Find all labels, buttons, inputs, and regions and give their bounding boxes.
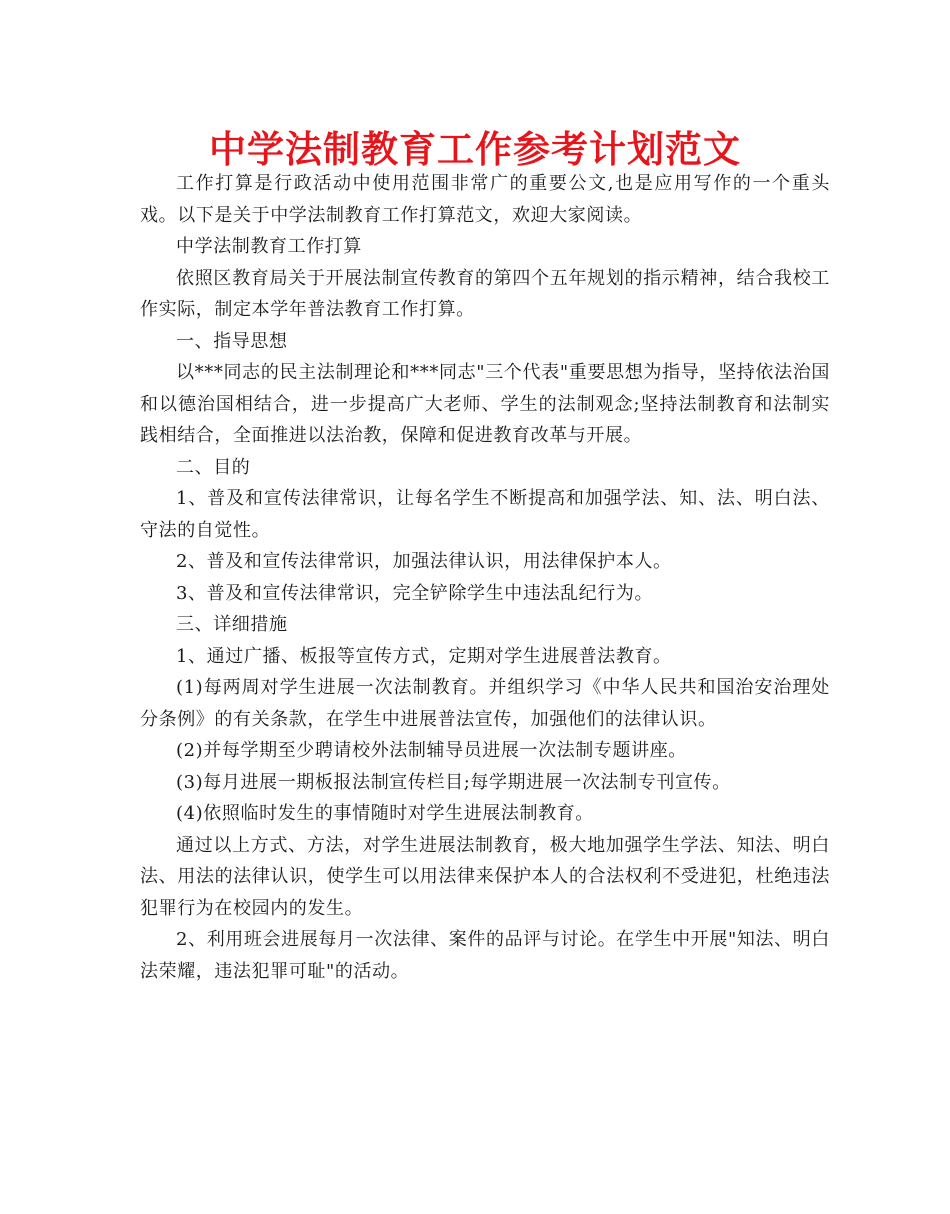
document-body	[140, 168, 830, 987]
section-heading-guiding-thought: 一、指导思想	[176, 330, 288, 352]
paragraph-subtitle: 中学法制教育工作打算	[176, 236, 362, 257]
purpose-item-3: 3、普及和宣传法律常识，完全铲除学生中违法乱纪行为。	[176, 582, 654, 604]
paragraph-guiding-thought: 以***同志的民主法制理论和***同志"三个代表"重要思想为指导，坚持依法治国和以德治国相结合，进一步提高广大老师、学生的法制观念;坚持法制教育和法制实践相结合，全面推进以法治教，保障和促进教育改革与开展。	[140, 362, 830, 446]
measure-subitem-3: (3)每月进展一期板报法制宣传栏目;每学期进展一次法制专刊宣传。	[176, 771, 731, 793]
measure-item-1: 1、通过广播、板报等宣传方式，定期对学生进展普法教育。	[176, 645, 672, 667]
paragraph-intro: 工作打算是行政活动中使用范围非常广的重要公文,也是应用写作的一个重头戏。以下是关于中学法制教育工作打算范文，欢迎大家阅读。	[140, 173, 830, 226]
measure-subitem-4: (4)依照临时发生的事情随时对学生进展法制教育。	[176, 803, 594, 824]
measure-subitem-1: (1)每两周对学生进展一次法制教育。并组织学习《中华人民共和国治安治理处分条例》的有关条款，在学生中进展普法宣传，加强他们的法律认识。	[140, 677, 830, 730]
section-heading-measures: 三、详细措施	[176, 614, 288, 635]
measure-item-2: 2、利用班会进展每月一次法律、案件的品评与讨论。在学生中开展"知法、明白法荣耀，违法犯罪可耻"的活动。	[140, 929, 830, 982]
purpose-item-1: 1、普及和宣传法律常识，让每名学生不断提高和加强学法、知、法、明白法、守法的自觉性。	[140, 488, 830, 541]
section-heading-purpose: 二、目的	[176, 456, 251, 478]
paragraph-basis: 依照区教育局关于开展法制宣传教育的第四个五年规划的指示精神，结合我校工作实际，制定本学年普法教育工作打算。	[140, 267, 830, 320]
paragraph-measures-summary: 通过以上方式、方法，对学生进展法制教育，极大地加强学生学法、知法、明白法、用法的法律认识，使学生可以用法律来保护本人的合法权利不受进犯，杜绝违法犯罪行为在校园内的发生。	[140, 834, 830, 919]
measure-subitem-2: (2)并每学期至少聘请校外法制辅导员进展一次法制专题讲座。	[176, 740, 687, 761]
document-title: 中学法制教育工作参考计划范文	[209, 128, 741, 171]
purpose-item-2: 2、普及和宣传法律常识，加强法律认识，用法律保护本人。	[176, 551, 672, 572]
